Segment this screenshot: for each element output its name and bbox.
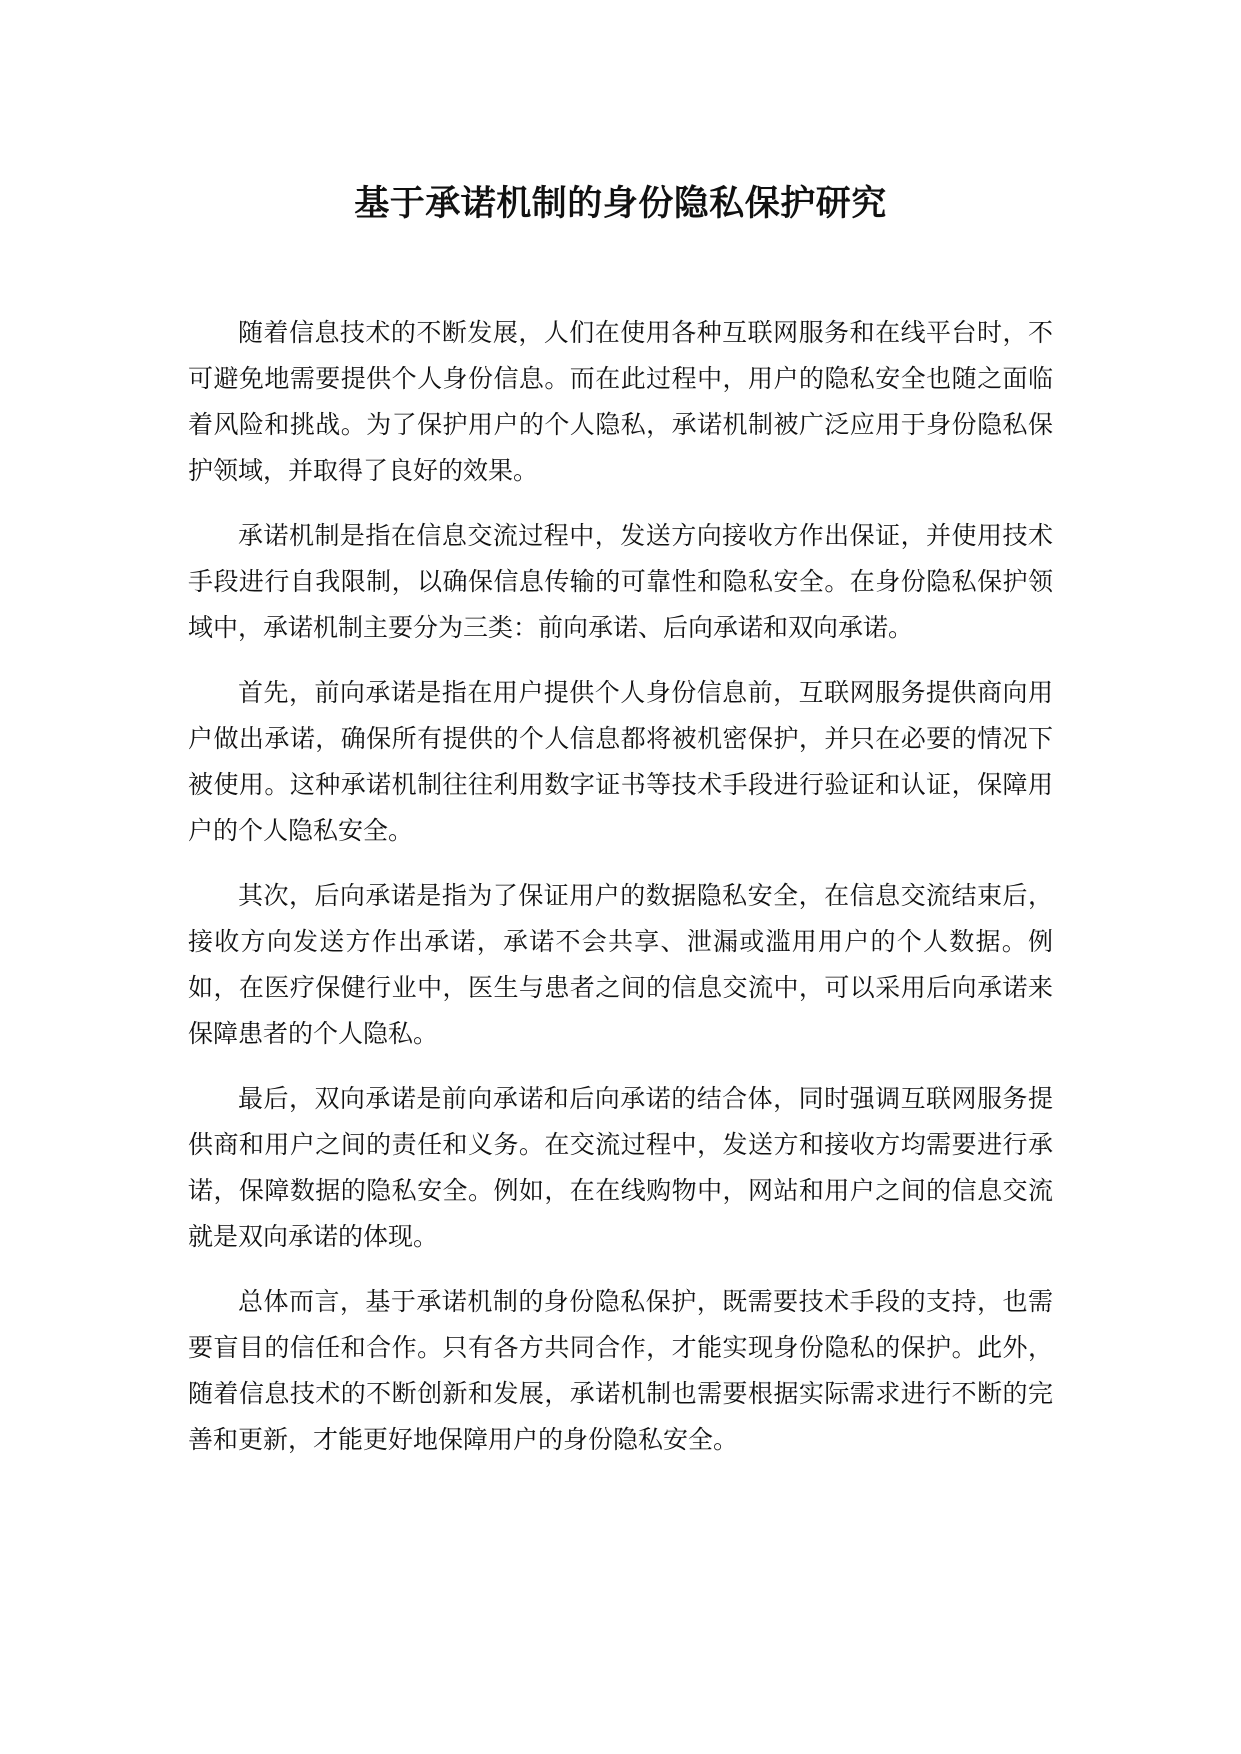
paragraph-intro: 随着信息技术的不断发展，人们在使用各种互联网服务和在线平台时，不可避免地需要提供个人身份信息。而在此过程中，用户的隐私安全也随之面临着风险和挑战。为了保护用户的个人隐私，承诺机制被广泛应用于身份隐私保护领域，并取得了良好的效果。	[188, 318, 1053, 485]
paragraph-bidirectional-commitment: 最后，双向承诺是前向承诺和后向承诺的结合体，同时强调互联网服务提供商和用户之间的责任和义务。在交流过程中，发送方和接收方均需要进行承诺，保障数据的隐私安全。例如，在在线购物中，网站和用户之间的信息交流就是双向承诺的体现。	[188, 1084, 1053, 1251]
document-body	[188, 310, 1053, 1463]
document-title: 基于承诺机制的身份隐私保护研究	[354, 184, 887, 224]
paragraph-conclusion: 总体而言，基于承诺机制的身份隐私保护，既需要技术手段的支持，也需要盲目的信任和合作。只有各方共同合作，才能实现身份隐私的保护。此外，随着信息技术的不断创新和发展，承诺机制也需要根据实际需求进行不断的完善和更新，才能更好地保障用户的身份隐私安全。	[188, 1287, 1053, 1454]
paragraph-definition: 承诺机制是指在信息交流过程中，发送方向接收方作出保证，并使用技术手段进行自我限制，以确保信息传输的可靠性和隐私安全。在身份隐私保护领域中，承诺机制主要分为三类：前向承诺、后向承诺和双向承诺。	[188, 521, 1053, 642]
paragraph-forward-commitment: 首先，前向承诺是指在用户提供个人身份信息前，互联网服务提供商向用户做出承诺，确保所有提供的个人信息都将被机密保护，并只在必要的情况下被使用。这种承诺机制往往利用数字证书等技术手段进行验证和认证，保障用户的个人隐私安全。	[188, 678, 1053, 845]
paragraph-backward-commitment: 其次，后向承诺是指为了保证用户的数据隐私安全，在信息交流结束后，接收方向发送方作出承诺，承诺不会共享、泄漏或滥用用户的个人数据。例如，在医疗保健行业中，医生与患者之间的信息交流中，可以采用后向承诺来保障患者的个人隐私。	[188, 881, 1053, 1048]
